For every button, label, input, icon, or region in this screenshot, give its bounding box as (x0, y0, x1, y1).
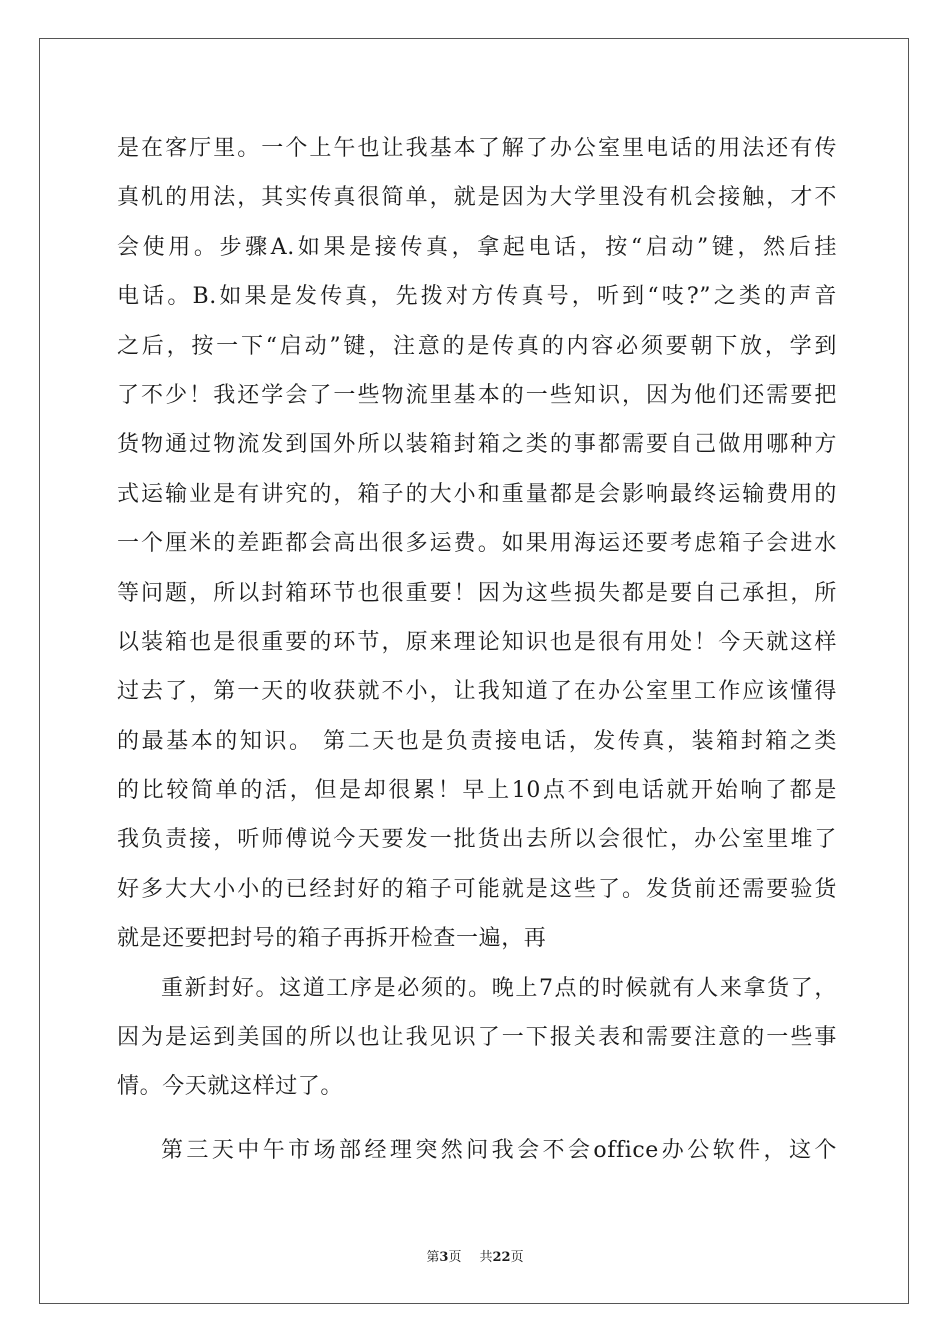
page-current: 3 (439, 1250, 449, 1265)
text-line: 就是还要把封号的箱子再拆开检查一遍，再 (117, 926, 547, 952)
text-line: 真机的用法，其实传真很简单，就是因为大学里没有机会接触，才不 (117, 185, 837, 211)
page-total: 22 (492, 1250, 511, 1265)
text-line: 的比较简单的活，但是却很累！早上10点不到电话就开始响了都是 (117, 778, 837, 804)
text-line: 一个厘米的差距都会高出很多运费。如果用海运还要考虑箱子会进水 (117, 531, 837, 557)
text-line: 是在客厅里。一个上午也让我基本了解了办公室里电话的用法还有传 (117, 136, 837, 161)
text-line: 因为是运到美国的所以也让我见识了一下报关表和需要注意的一些事 (117, 1025, 837, 1051)
total-unit: 页 (510, 1250, 524, 1265)
text-line: 重新封好。这道工序是必须的。晚上7点的时候就有人来拿货了， (161, 975, 837, 1001)
total-prefix: 共 (479, 1250, 493, 1265)
page-footer (0, 1246, 950, 1265)
text-line: 之后，按一下“启动”键，注意的是传真的内容必须要朝下放，学到 (117, 333, 837, 359)
text-line: 的最基本的知识。 第二天也是负责接电话，发传真，装箱封箱之类 (117, 728, 837, 754)
text-line: 过去了，第一天的收获就不小，让我知道了在办公室里工作应该懂得 (117, 679, 837, 705)
paragraph-1 (117, 124, 837, 964)
text-line: 式运输业是有讲究的，箱子的大小和重量都是会影响最终运输费用的 (117, 481, 837, 507)
page-unit: 页 (448, 1250, 462, 1265)
text-line: 第三天中午市场部经理突然问我会不会office办公软件，这个 (161, 1137, 837, 1163)
text-line: 货物通过物流发到国外所以装箱封箱之类的事都需要自己做用哪种方 (117, 432, 837, 458)
text-line: 以装箱也是很重要的环节，原来理论知识也是很有用处！今天就这样 (117, 629, 837, 655)
text-line: 会使用。步骤A.如果是接传真，拿起电话，按“启动”键，然后挂 (117, 234, 837, 260)
text-line: 了不少！我还学会了一些物流里基本的一些知识，因为他们还需要把 (117, 382, 837, 408)
text-line: 好多大大小小的已经封好的箱子可能就是这些了。发货前还需要验货 (117, 876, 837, 902)
text-line: 情。今天就这样过了。 (117, 1074, 344, 1100)
paragraph-2 (117, 964, 837, 1112)
paragraph-spacer (117, 1112, 837, 1126)
document-body (117, 124, 837, 1175)
text-line: 电话。B.如果是发传真，先拨对方传真号，听到“吱?”之类的声音 (117, 284, 837, 310)
text-line: 我负责接，听师傅说今天要发一批货出去所以会很忙，办公室里堆了 (117, 827, 837, 853)
page-prefix: 第 (426, 1250, 440, 1265)
paragraph-3 (117, 1126, 837, 1175)
text-line: 等问题，所以封箱环节也很重要！因为这些损失都是要自己承担，所 (117, 580, 837, 606)
